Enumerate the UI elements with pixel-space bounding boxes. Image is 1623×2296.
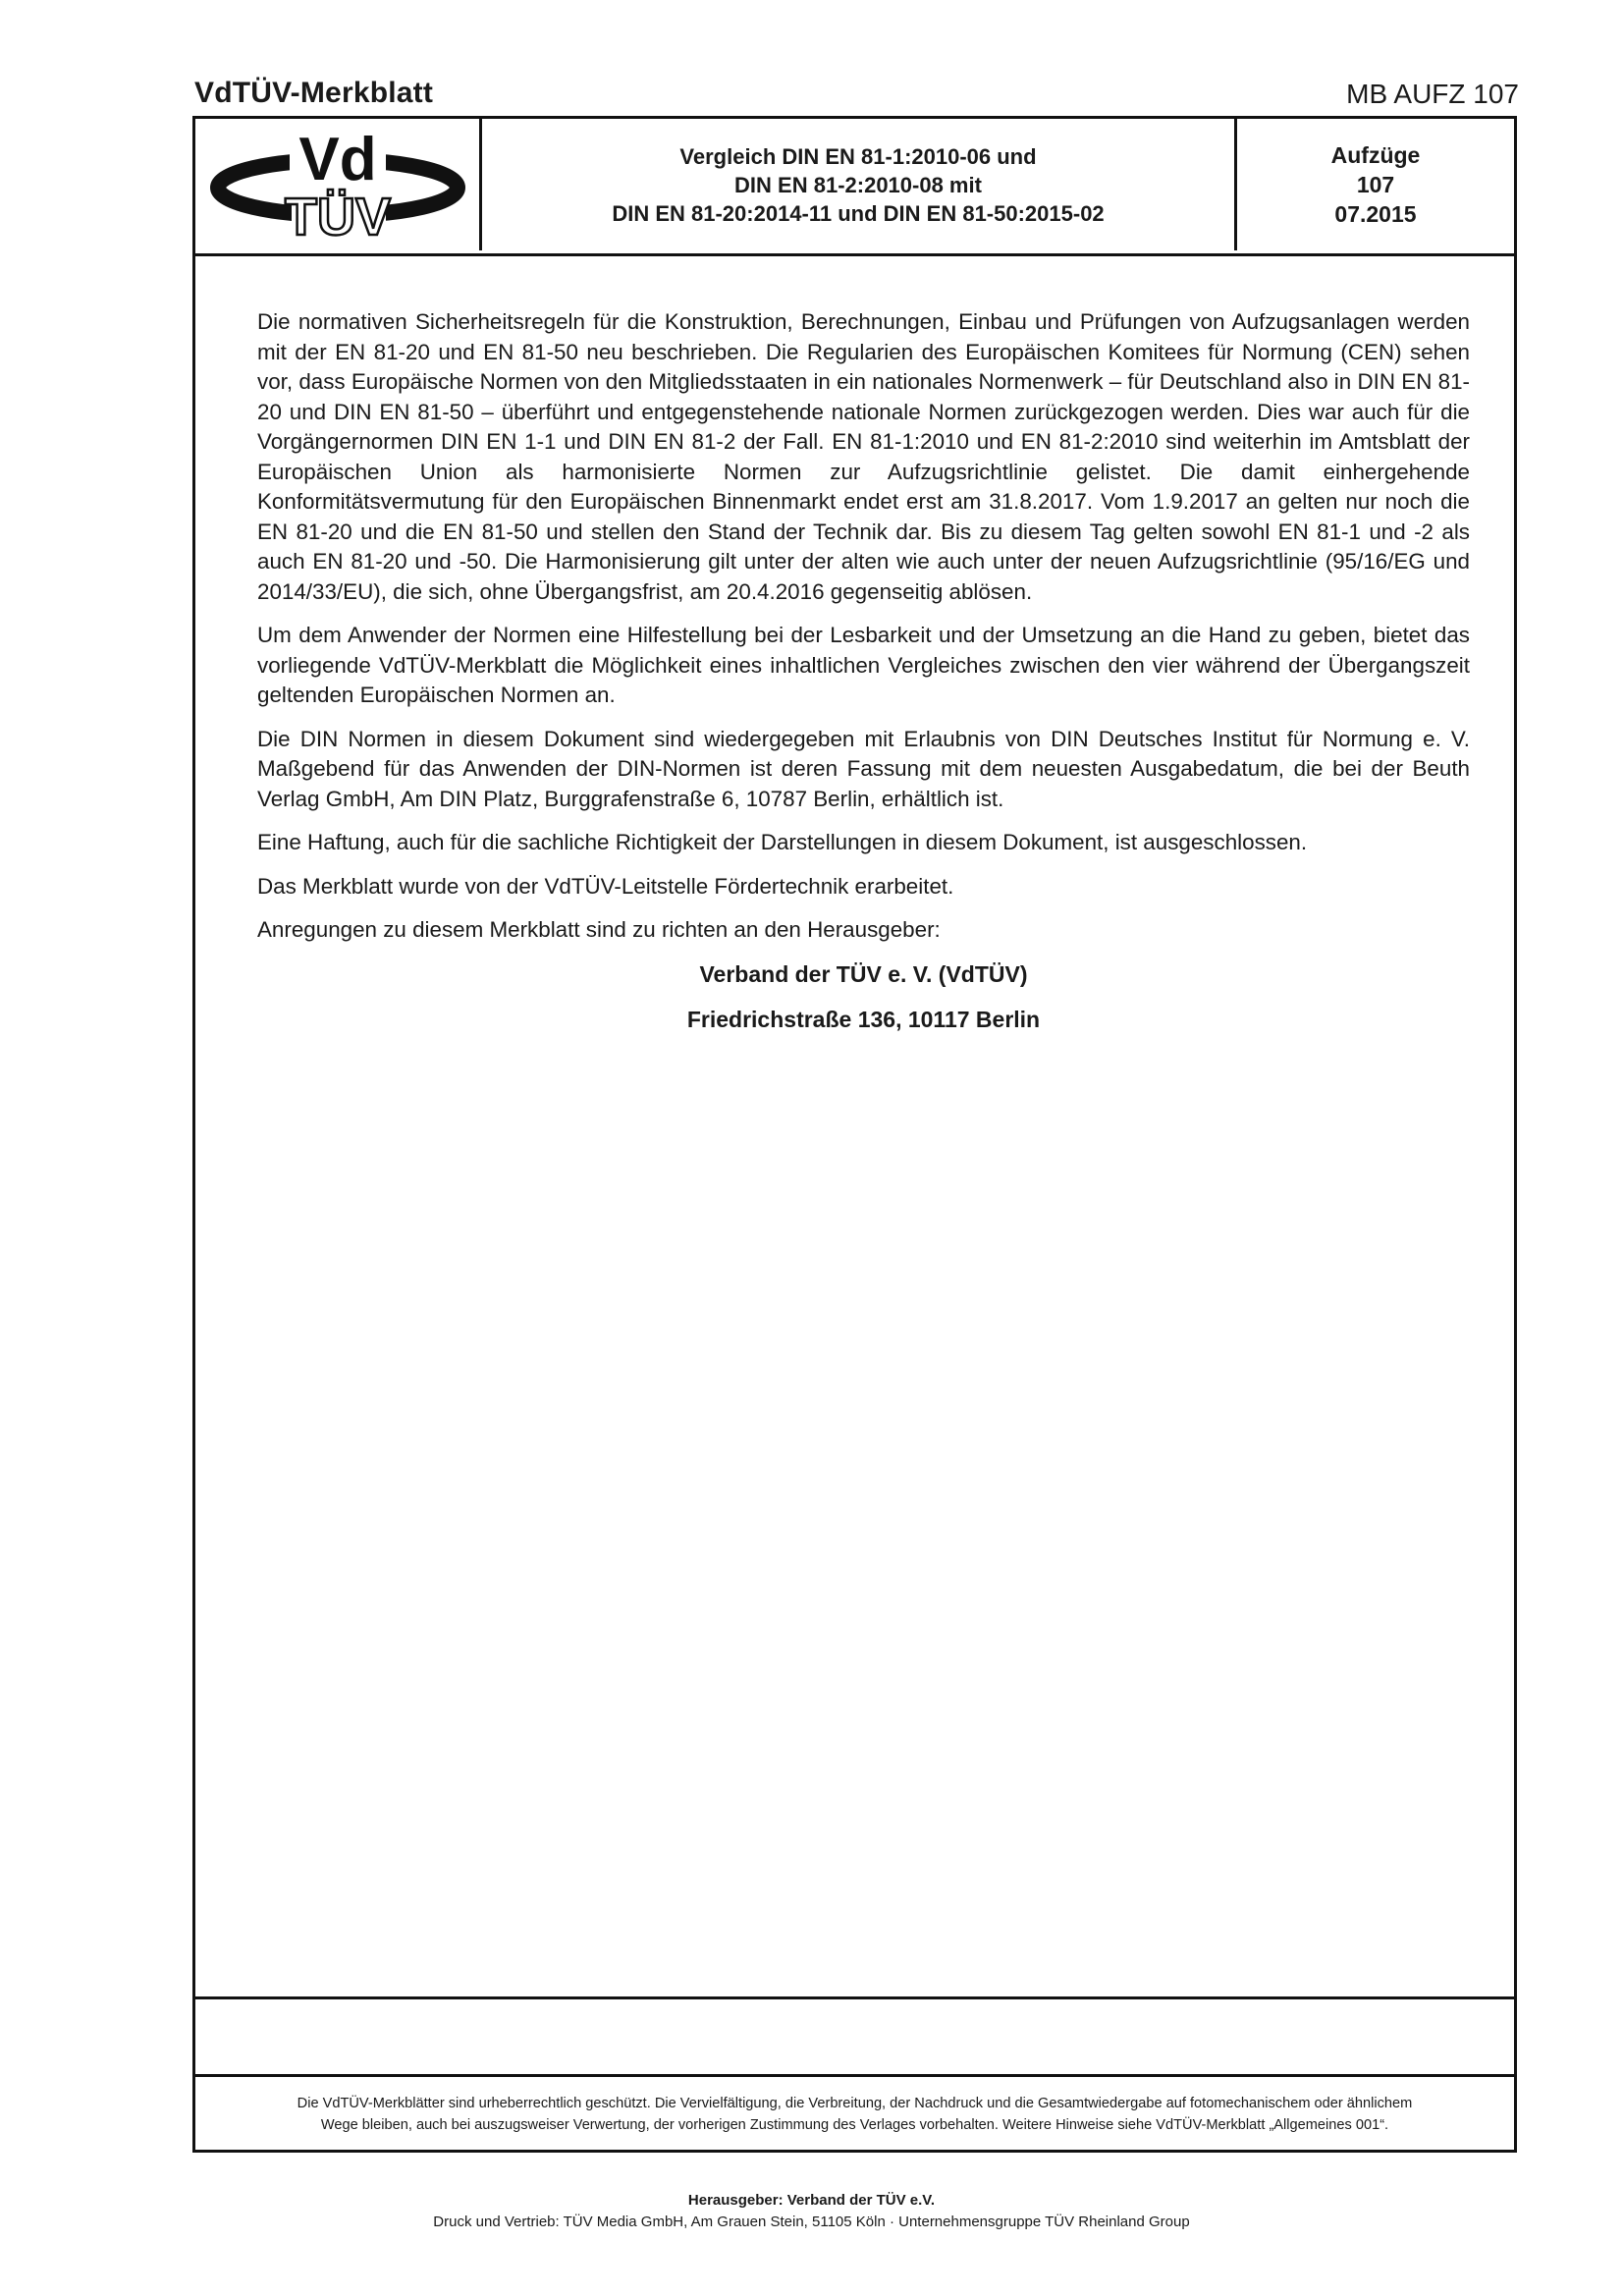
paragraph-din-permission: Die DIN Normen in diesem Dokument sind wiedergegeben mit Erlaubnis von DIN Deutsches Institut für Normung e. V. Maßgebend für das Anwenden der DIN-Normen ist deren Fassung mit dem neuesten Ausgabedatum, die bei der Beuth Verlag GmbH, Am DIN Platz, Burggrafenstraße 6, 10787 Berlin, erhältlich ist. — [257, 726, 1470, 811]
document-number: 107 — [1356, 172, 1395, 197]
issue-date: 07.2015 — [1334, 201, 1417, 227]
copyright-line-1: Die VdTÜV-Merkblätter sind urheberrechtlich geschützt. Die Vervielfältigung, die Verbreitung, der Nachdruck und die Gesamtwiedergabe auf fotomechanischem oder ähnlichem — [297, 2096, 1413, 2111]
footer-divider-bottom — [195, 2074, 1514, 2077]
paragraph-intro: Die normativen Sicherheitsregeln für die Konstruktion, Berechnungen, Einbau und Prüfungen von Aufzugsanlagen werden mit der EN 81-20 und EN 81-50 neu beschrieben. Die Regularien des Europäischen Komitees für Normung (CEN) sehen vor, dass Europäische Normen von den Mitgliedsstaaten in ein nationales Normenwerk – für Deutschland also in DIN EN 81-20 und DIN EN 81-50 – überführt und entgegenstehende nationale Normen zurückgezogen werden. Dies war auch für die Vorgängernormen DIN EN 1-1 und DIN EN 81-2 der Fall. EN 81-1:2010 und EN 81-2:2010 sind weiterhin im Amtsblatt der Europäischen Union als harmonisierte Normen zur Aufzugsrichtlinie gelistet. Die damit einhergehende Konformitätsvermutung für den Europäischen Binnenmarkt endet erst am 31.8.2017. Vom 1.9.2017 an gelten nur noch die EN 81-20 und die EN 81-50 und stellen den Stand der Technik dar. Bis zu diesem Tag gelten sowohl EN 81-1 und -2 als auch EN 81-20 und -50. Die Harmonisierung gilt unter der alten wie auch unter der neuen Aufzugsrichtlinie (95/16/EG und 2014/33/EU), die sich, ohne Übergangsfrist, am 20.4.2016 gegenseitig ablösen. — [257, 309, 1470, 604]
copyright-notice — [195, 2093, 1514, 2136]
document-title-line-2: DIN EN 81-2:2010-08 mit — [734, 172, 982, 197]
document-title-line-1: Vergleich DIN EN 81-1:2010-06 und — [679, 143, 1037, 169]
vdtuev-logo — [209, 127, 466, 243]
footer-printer: Druck und Vertrieb: TÜV Media GmbH, Am Grauen Stein, 51105 Köln · Unternehmensgruppe TÜV Rheinland Group — [433, 2214, 1190, 2230]
page-frame — [192, 116, 1517, 2153]
logo-cell — [195, 119, 482, 250]
publisher-address: Friedrichstraße 136, 10117 Berlin — [686, 1007, 1041, 1032]
document-code: MB AUFZ 107 — [1346, 79, 1519, 109]
paragraph-liability: Eine Haftung, auch für die sachliche Richtigkeit der Darstellungen in diesem Dokument, ist ausgeschlossen. — [257, 830, 1308, 854]
paragraph-purpose: Um dem Anwender der Normen eine Hilfestellung bei der Lesbarkeit und der Umsetzung an die Hand zu geben, bietet das vorliegende VdTÜV-Merkblatt die Möglichkeit eines inhaltlichen Vergleiches zwischen den vier während der Übergangszeit geltenden Europäischen Normen an. — [257, 623, 1470, 707]
document-title-line-3: DIN EN 81-20:2014-11 und DIN EN 81-50:2015-02 — [612, 200, 1105, 226]
logo-tuev-text: TÜV — [285, 188, 391, 243]
footer-divider-top — [195, 1996, 1514, 1999]
logo-vd-text: Vd — [298, 127, 377, 193]
paragraph-feedback: Anregungen zu diesem Merkblatt sind zu richten an den Herausgeber: — [257, 917, 941, 942]
document-series-title: VdTÜV-Merkblatt — [194, 77, 434, 109]
document-title-cell — [482, 119, 1237, 250]
footer-publisher: Herausgeber: Verband der TÜV e.V. — [687, 2192, 936, 2209]
category-label: Aufzüge — [1330, 142, 1421, 168]
publisher-name: Verband der TÜV e. V. (VdTÜV) — [699, 960, 1028, 987]
body-text — [257, 307, 1470, 1051]
paragraph-authorship: Das Merkblatt wurde von der VdTÜV-Leitstelle Fördertechnik erarbeitet. — [257, 873, 954, 899]
meta-cell — [1237, 119, 1514, 250]
header-table — [195, 119, 1514, 256]
copyright-line-2: Wege bleiben, auch bei auszugsweiser Verwertung, der vorherigen Zustimmung des Verlages vorbehalten. Weitere Hinweise siehe VdTÜV-Merkblatt „Allgemeines 001“. — [320, 2117, 1389, 2133]
